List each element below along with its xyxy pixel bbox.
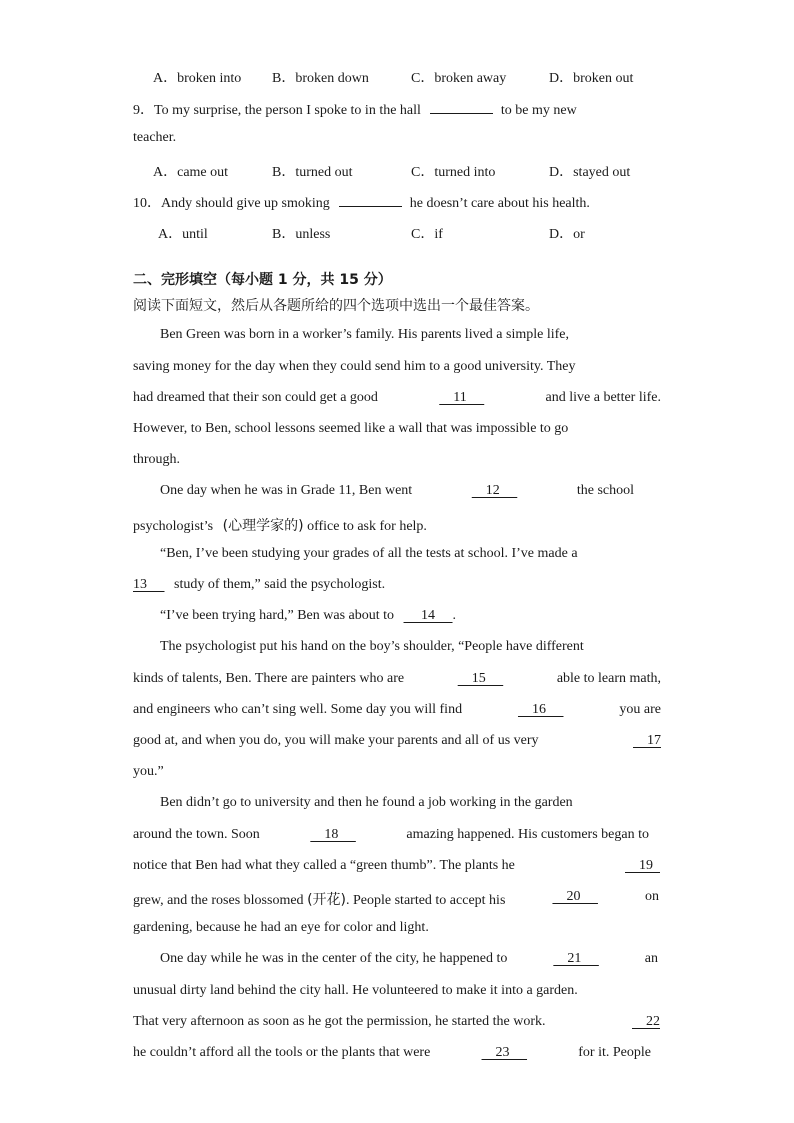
q10-option-d: D．or <box>549 227 585 242</box>
blank-23: 23 <box>481 1045 528 1060</box>
section-instruction: 阅读下面短文，然后从各题所给的四个选项中选出一个最佳答案。 <box>133 298 539 314</box>
q10-text-post: he doesn’t care about his health. <box>409 196 590 211</box>
passage-text: notice that Ben had what they called a “green thumb”. The plants he <box>133 858 515 873</box>
passage-text: had dreamed that their son could get a good <box>133 390 378 405</box>
q8-option-c: C．broken away <box>411 71 507 86</box>
passage-text: amazing happened. His customers began to <box>406 827 649 842</box>
q9-option-a: A．came out <box>153 165 229 180</box>
passage-line-24 <box>133 1045 651 1061</box>
passage-line-22: unusual dirty land behind the city hall. He volunteered to make it into a garden. <box>133 983 578 998</box>
passage-text: One day while he was in the center of the city, he happened to <box>160 951 508 966</box>
q10-option-c: C．if <box>411 227 443 242</box>
q10-options <box>0 223 794 243</box>
passage-line-20: gardening, because he had an eye for color and light. <box>133 920 429 935</box>
passage-line-13 <box>133 702 661 718</box>
q10-option-b: B．unless <box>272 227 331 242</box>
passage-text: around the town. Soon <box>133 827 260 842</box>
blank-20: 20 <box>552 889 598 904</box>
passage-line-5: through. <box>133 452 181 467</box>
passage-line-3 <box>133 390 661 406</box>
passage-text: study of them,” said the psychologist. <box>174 577 386 592</box>
passage-text: on <box>645 889 659 904</box>
blank-22: 22 <box>632 1014 660 1029</box>
q10-option-a: A．until <box>158 227 208 242</box>
passage-line-9 <box>133 577 385 593</box>
q9-option-c: C．turned into <box>411 165 496 180</box>
q9-text-post: to be my new <box>500 103 577 118</box>
passage-line-11: The psychologist put his hand on the boy’s shoulder, “People have different <box>160 639 584 654</box>
passage-text: kinds of talents, Ben. There are painters who are <box>133 671 405 686</box>
passage-line-6 <box>160 483 634 499</box>
blank-17: 17 <box>633 733 661 748</box>
blank-14: 14 <box>403 608 453 623</box>
blank-16: 16 <box>517 702 564 717</box>
passage-text: . People started to accept his <box>346 893 506 908</box>
q9-text-pre: 9．To my surprise, the person I spoke to in the hall <box>133 103 421 118</box>
passage-text: and live a better life. <box>545 390 661 405</box>
q10-blank <box>339 192 402 207</box>
passage-line-12 <box>133 671 661 687</box>
blank-19: 19 <box>625 858 660 873</box>
passage-text: able to learn math, <box>556 671 661 686</box>
passage-text: office to ask for help. <box>307 519 427 534</box>
passage-text: grew, and the roses blossomed <box>133 893 304 908</box>
passage-line-8: “Ben, I’ve been studying your grades of all the tests at school. I’ve made a <box>160 546 578 561</box>
passage-line-10 <box>160 608 456 624</box>
blank-13: 13 <box>133 577 165 592</box>
passage-text: for it. People <box>578 1045 651 1060</box>
passage-line-15: you.” <box>133 764 164 779</box>
blank-11: 11 <box>439 390 485 405</box>
q9-continuation: teacher. <box>133 130 177 145</box>
passage-line-19 <box>133 889 659 909</box>
passage-text: . <box>452 608 457 623</box>
blank-18: 18 <box>310 827 356 842</box>
q9-option-d: D．stayed out <box>549 165 631 180</box>
passage-text <box>133 889 505 909</box>
passage-line-2: saving money for the day when they could send him to a good university. They <box>133 359 576 374</box>
passage-line-23 <box>133 1014 660 1030</box>
q9-option-b: B．turned out <box>272 165 353 180</box>
q8-option-a: A．broken into <box>153 71 242 86</box>
q9-question <box>133 99 577 119</box>
passage-text: That very afternoon as soon as he got the permission, he started the work. <box>133 1014 546 1029</box>
passage-text: good at, and when you do, you will make your parents and all of us very <box>133 733 539 748</box>
passage-text: One day when he was in Grade 11, Ben went <box>160 483 413 498</box>
passage-text: the school <box>576 483 634 498</box>
passage-line-21 <box>160 951 658 967</box>
blank-12: 12 <box>471 483 518 498</box>
blank-21: 21 <box>553 951 599 966</box>
q8-option-d: D．broken out <box>549 71 634 86</box>
passage-line-18 <box>133 858 660 874</box>
passage-text: and engineers who can’t sing well. Some day you will find <box>133 702 463 717</box>
q9-options <box>0 161 794 181</box>
passage-text: “I’ve been trying hard,” Ben was about to <box>160 608 395 623</box>
passage-text: psychologist’s <box>133 519 214 534</box>
passage-line-16: Ben didn’t go to university and then he found a job working in the garden <box>160 795 573 810</box>
q9-blank <box>430 99 493 114</box>
passage-text: you are <box>619 702 661 717</box>
passage-line-4: However, to Ben, school lessons seemed like a wall that was impossible to go <box>133 421 569 436</box>
passage-line-17 <box>133 827 649 843</box>
q8-option-b: B．broken down <box>272 71 369 86</box>
passage-line-1: Ben Green was born in a worker’s family. His parents lived a simple life, <box>160 327 570 342</box>
passage-line-14 <box>133 733 661 749</box>
q10-question <box>133 192 590 212</box>
section-title: 二、完形填空（每小题 1 分，共 15 分） <box>133 272 392 288</box>
q10-text-pre: 10．Andy should give up smoking <box>133 196 330 211</box>
chinese-gloss: (心理学家的) <box>222 518 304 534</box>
blank-15: 15 <box>457 671 504 686</box>
passage-line-7 <box>133 515 427 535</box>
q8-options <box>0 67 794 87</box>
chinese-gloss: (开花) <box>307 892 346 908</box>
passage-text: he couldn’t afford all the tools or the plants that were <box>133 1045 431 1060</box>
passage-text: an <box>644 951 658 966</box>
